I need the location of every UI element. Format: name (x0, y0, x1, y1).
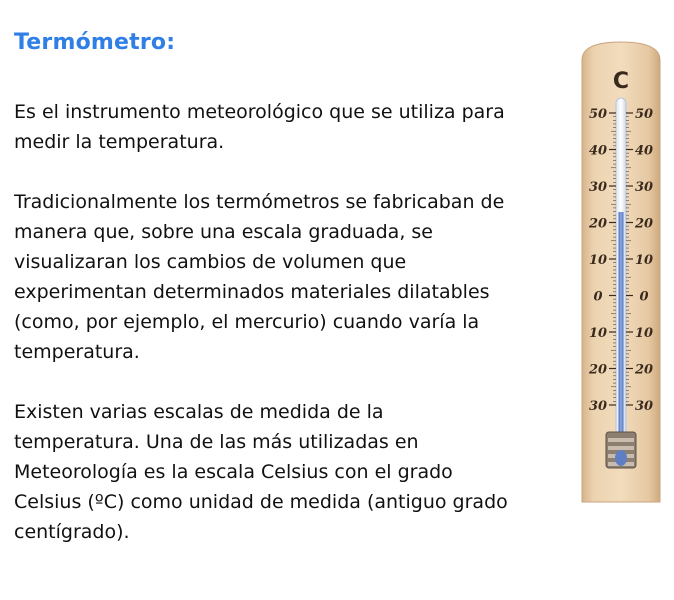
scale-label-l-7: 20 (588, 362, 608, 378)
scale-label-r-3: 20 (634, 216, 654, 232)
scale-label-r-6: 10 (634, 326, 654, 341)
scale-label-l-6: 10 (588, 326, 608, 341)
scale-label-r-2: 30 (634, 180, 654, 195)
scale-labels-right (634, 107, 653, 414)
liquid-column (619, 212, 624, 457)
unit-symbol: C (612, 69, 630, 94)
body-text (14, 97, 514, 577)
scale-label-l-2: 30 (588, 180, 608, 195)
scale-label-l-4: 10 (588, 253, 608, 268)
scale-label-l-3: 20 (588, 216, 608, 232)
scale-label-r-0: 50 (634, 107, 654, 122)
scale-label-r-5: 0 (639, 289, 649, 305)
paragraph-definition: Es el instrumento meteorológico que se utiliza para medir la temperatura. (14, 101, 505, 153)
scale-label-r-7: 20 (634, 362, 654, 378)
scale-label-l-0: 50 (588, 107, 608, 122)
paragraph-scales: Existen varias escalas de medida de la temperatura. Una de las más utilizadas en Meteorología es la escala Celsius con el grado Celsius (ºC) como unidad de medida (antiguo grado centígrado). (14, 401, 508, 543)
scale-label-r-4: 10 (634, 253, 654, 268)
scale-label-l-5: 0 (593, 289, 603, 305)
page-title: Termómetro: (14, 30, 176, 55)
scale-labels-left (588, 107, 607, 414)
scale-label-l-1: 40 (588, 143, 608, 159)
thermometer-image (578, 40, 664, 508)
scale-label-r-1: 40 (634, 143, 654, 159)
scale-label-r-8: 30 (634, 399, 654, 414)
scale-label-l-8: 30 (588, 399, 608, 414)
paragraph-history: Tradicionalmente los termómetros se fabricaban de manera que, sobre una escala graduada, se visualizaran los cambios de volumen que experimentan determinados materiales dilatables (como, por ejemplo, el mercurio) cuando varía la temperatura. (14, 191, 505, 363)
bulb (615, 450, 627, 466)
